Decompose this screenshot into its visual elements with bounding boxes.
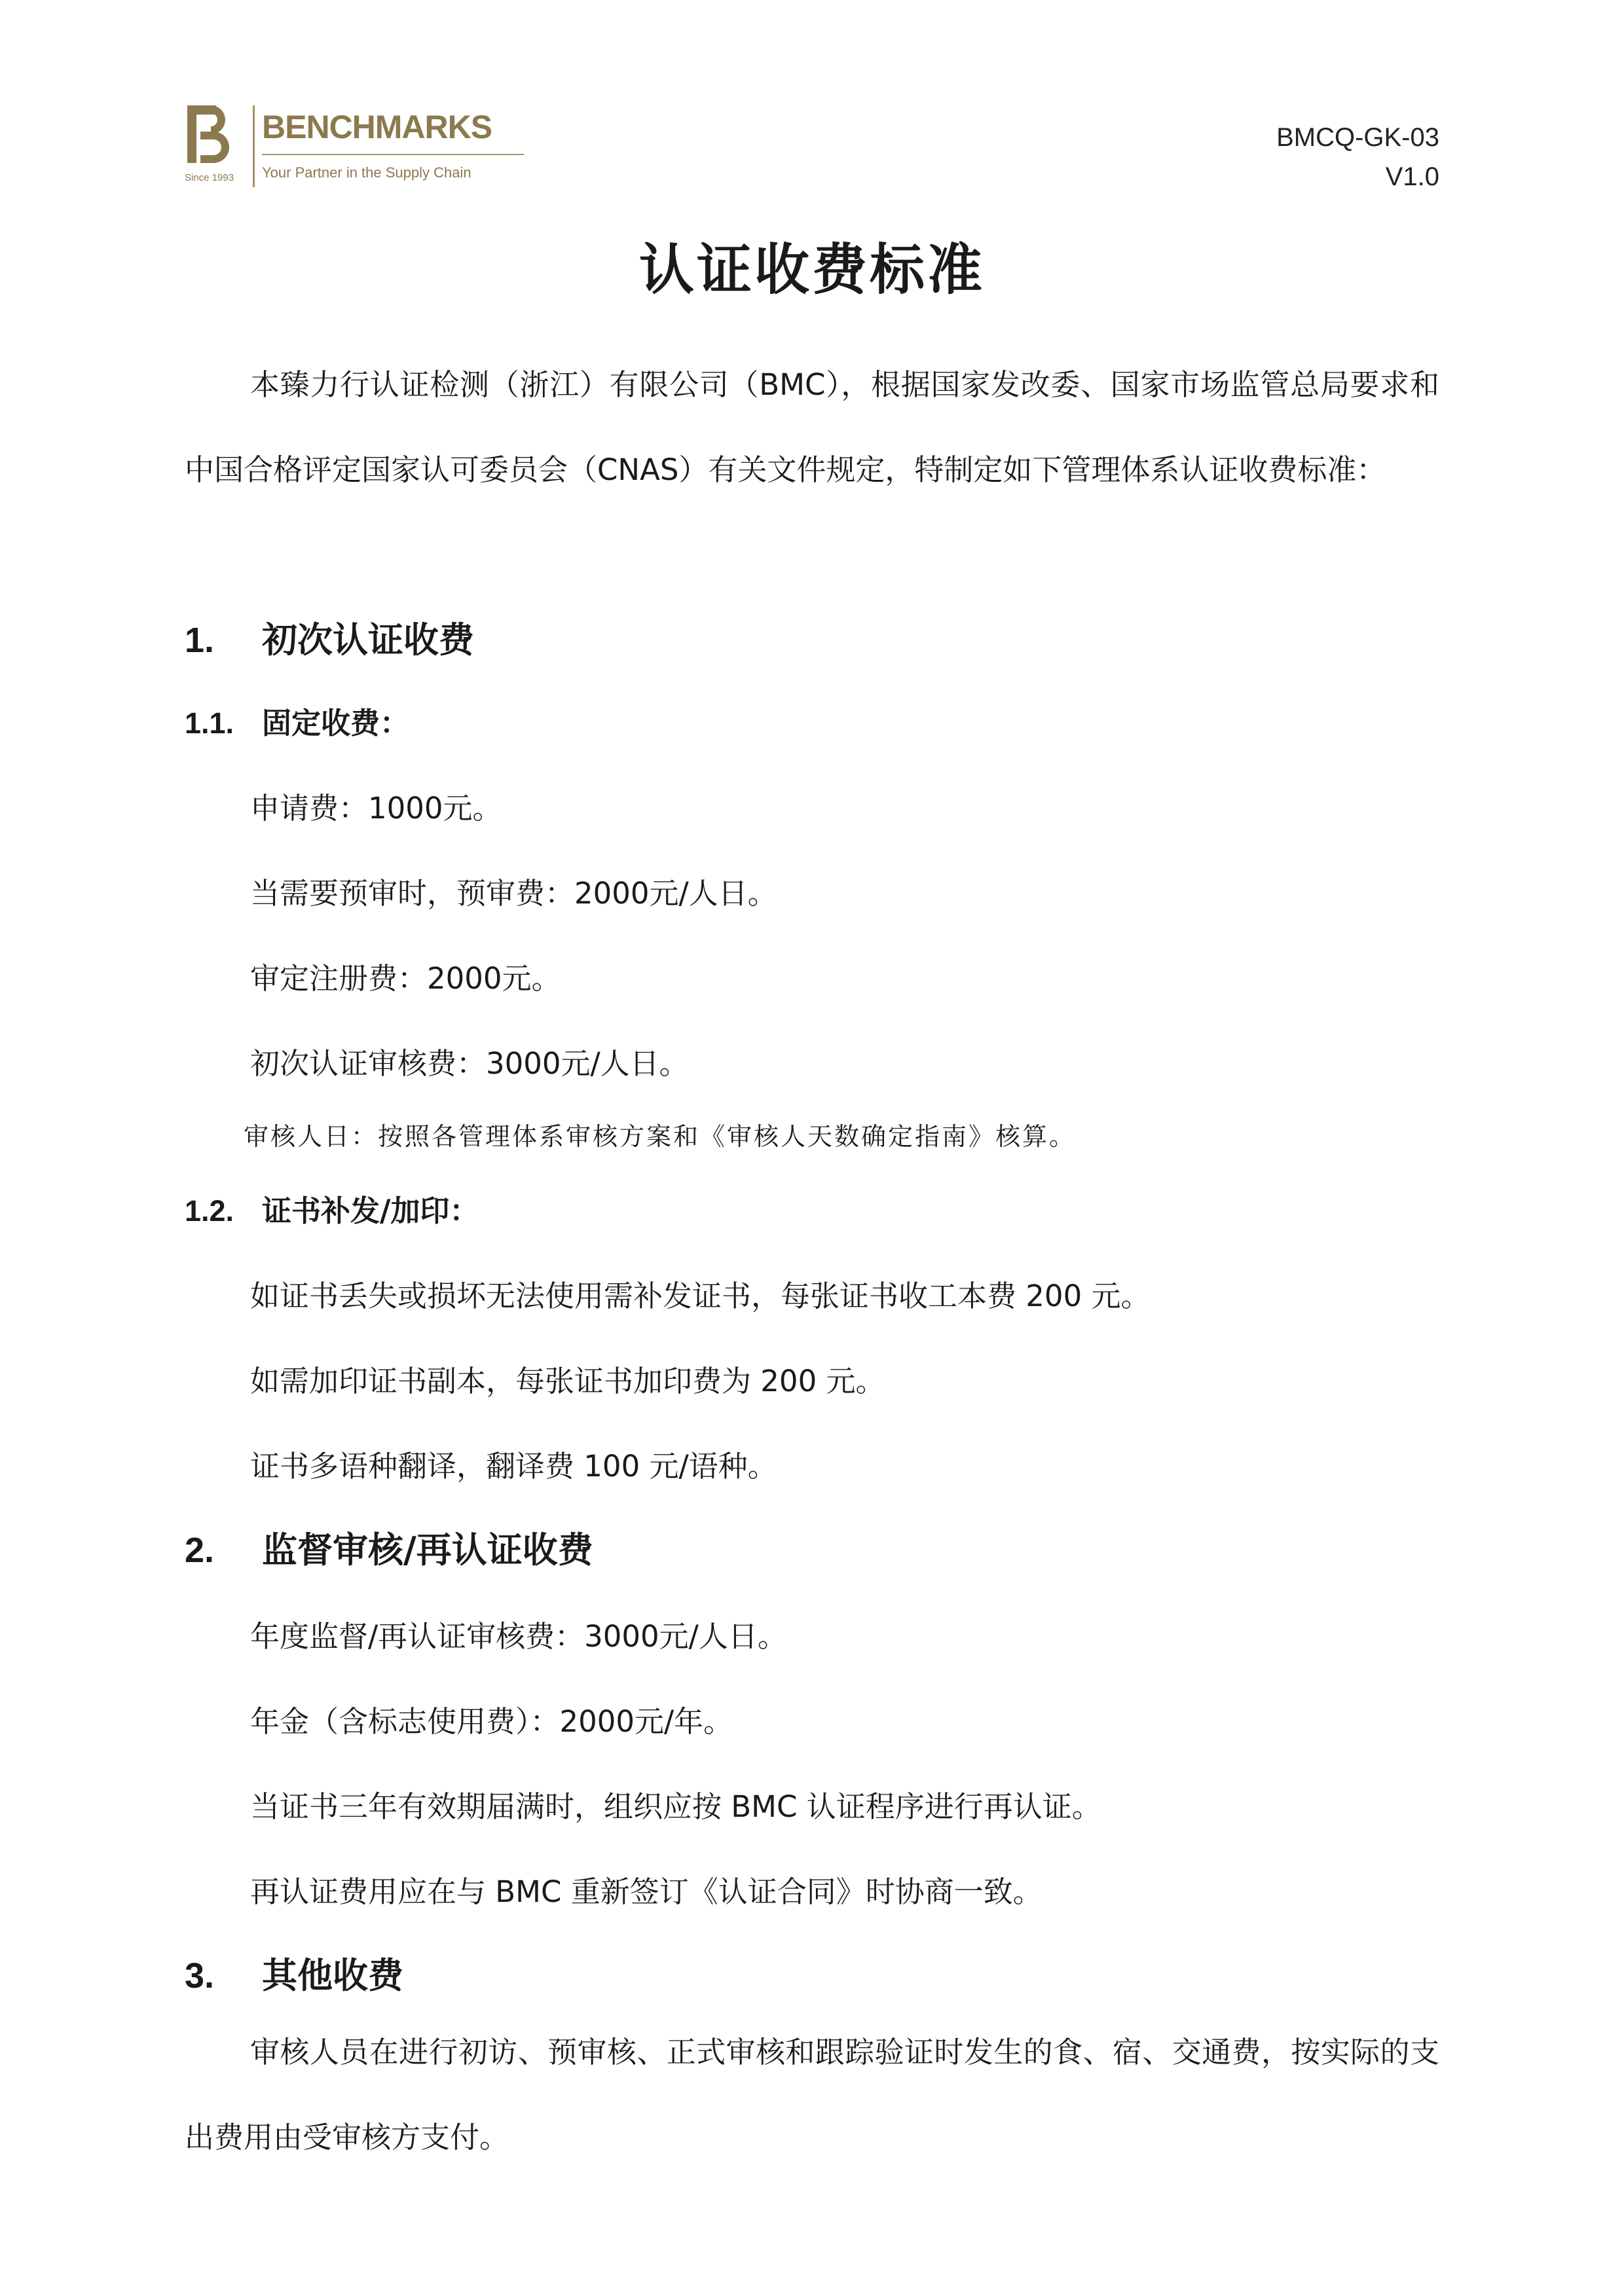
logo-since: Since 1993 (185, 172, 234, 183)
section-3-number: 3. (185, 1956, 215, 1995)
fee-item: 年金（含标志使用费）：2000元/年。 (250, 1704, 733, 1739)
logo-rule (262, 154, 524, 155)
section-3-title: 其他收费 (262, 1955, 403, 1996)
fee-item: 年度监督/再认证审核费：3000元/人日。 (250, 1619, 787, 1654)
other-fees-paragraph: 审核人员在进行初访、预审核、正式审核和跟踪验证时发生的食、宿、交通费，按实际的支出费用由受审核方支付。 (185, 2035, 1439, 2155)
section-1-title: 初次认证收费 (262, 619, 474, 661)
section-2-number: 2. (185, 1531, 215, 1570)
fee-item: 申请费：1000元。 (250, 791, 502, 826)
audit-days-note: 审核人日：按照各管理体系审核方案和《审核人天数确定指南》核算。 (244, 1122, 1077, 1151)
fee-item: 再认证费用应在与 BMC 重新签订《认证合同》时协商一致。 (250, 1874, 1043, 1909)
fee-item: 当证书三年有效期届满时，组织应按 BMC 认证程序进行再认证。 (250, 1789, 1101, 1824)
company-logo (185, 101, 525, 190)
subsection-1-1-heading (185, 704, 409, 743)
document-version: V1.0 (1385, 162, 1439, 191)
section-2-heading (185, 1527, 593, 1573)
section-1-heading (185, 617, 474, 663)
subsection-1-1-title: 固定收费： (262, 706, 410, 740)
subsection-1-2-title: 证书补发/加印： (262, 1194, 479, 1228)
document-code-block (1276, 118, 1439, 196)
section-2-title: 监督审核/再认证收费 (262, 1529, 593, 1571)
logo-divider (253, 105, 255, 187)
subsection-1-2-number: 1.2. (185, 1194, 234, 1228)
fee-item: 如需加印证书副本，每张证书加印费为 200 元。 (250, 1364, 885, 1398)
section-1-number: 1. (185, 621, 215, 660)
fee-item: 初次认证审核费：3000元/人日。 (250, 1046, 689, 1081)
subsection-1-2-heading (185, 1192, 479, 1231)
fee-item: 如证书丢失或损坏无法使用需补发证书，每张证书收工本费 200 元。 (250, 1279, 1151, 1313)
fee-item: 审定注册费：2000元。 (250, 961, 561, 996)
document-code: BMCQ-GK-03 (1276, 123, 1439, 152)
subsection-1-1-number: 1.1. (185, 706, 234, 740)
fee-item: 当需要预审时，预审费：2000元/人日。 (250, 876, 777, 911)
logo-tagline: Your Partner in the Supply Chain (262, 164, 471, 181)
fee-item: 证书多语种翻译，翻译费 100 元/语种。 (250, 1449, 777, 1484)
benchmarks-logo-icon (185, 101, 237, 167)
logo-name: BENCHMARKS (262, 109, 492, 145)
intro-paragraph: 本臻力行认证检测（浙江）有限公司（BMC），根据国家发改委、国家市场监管总局要求和中国合格评定国家认可委员会（CNAS）有关文件规定，特制定如下管理体系认证收费标准： (185, 367, 1439, 487)
page-title: 认证收费标准 (638, 238, 985, 302)
section-3-heading (185, 1953, 403, 1999)
